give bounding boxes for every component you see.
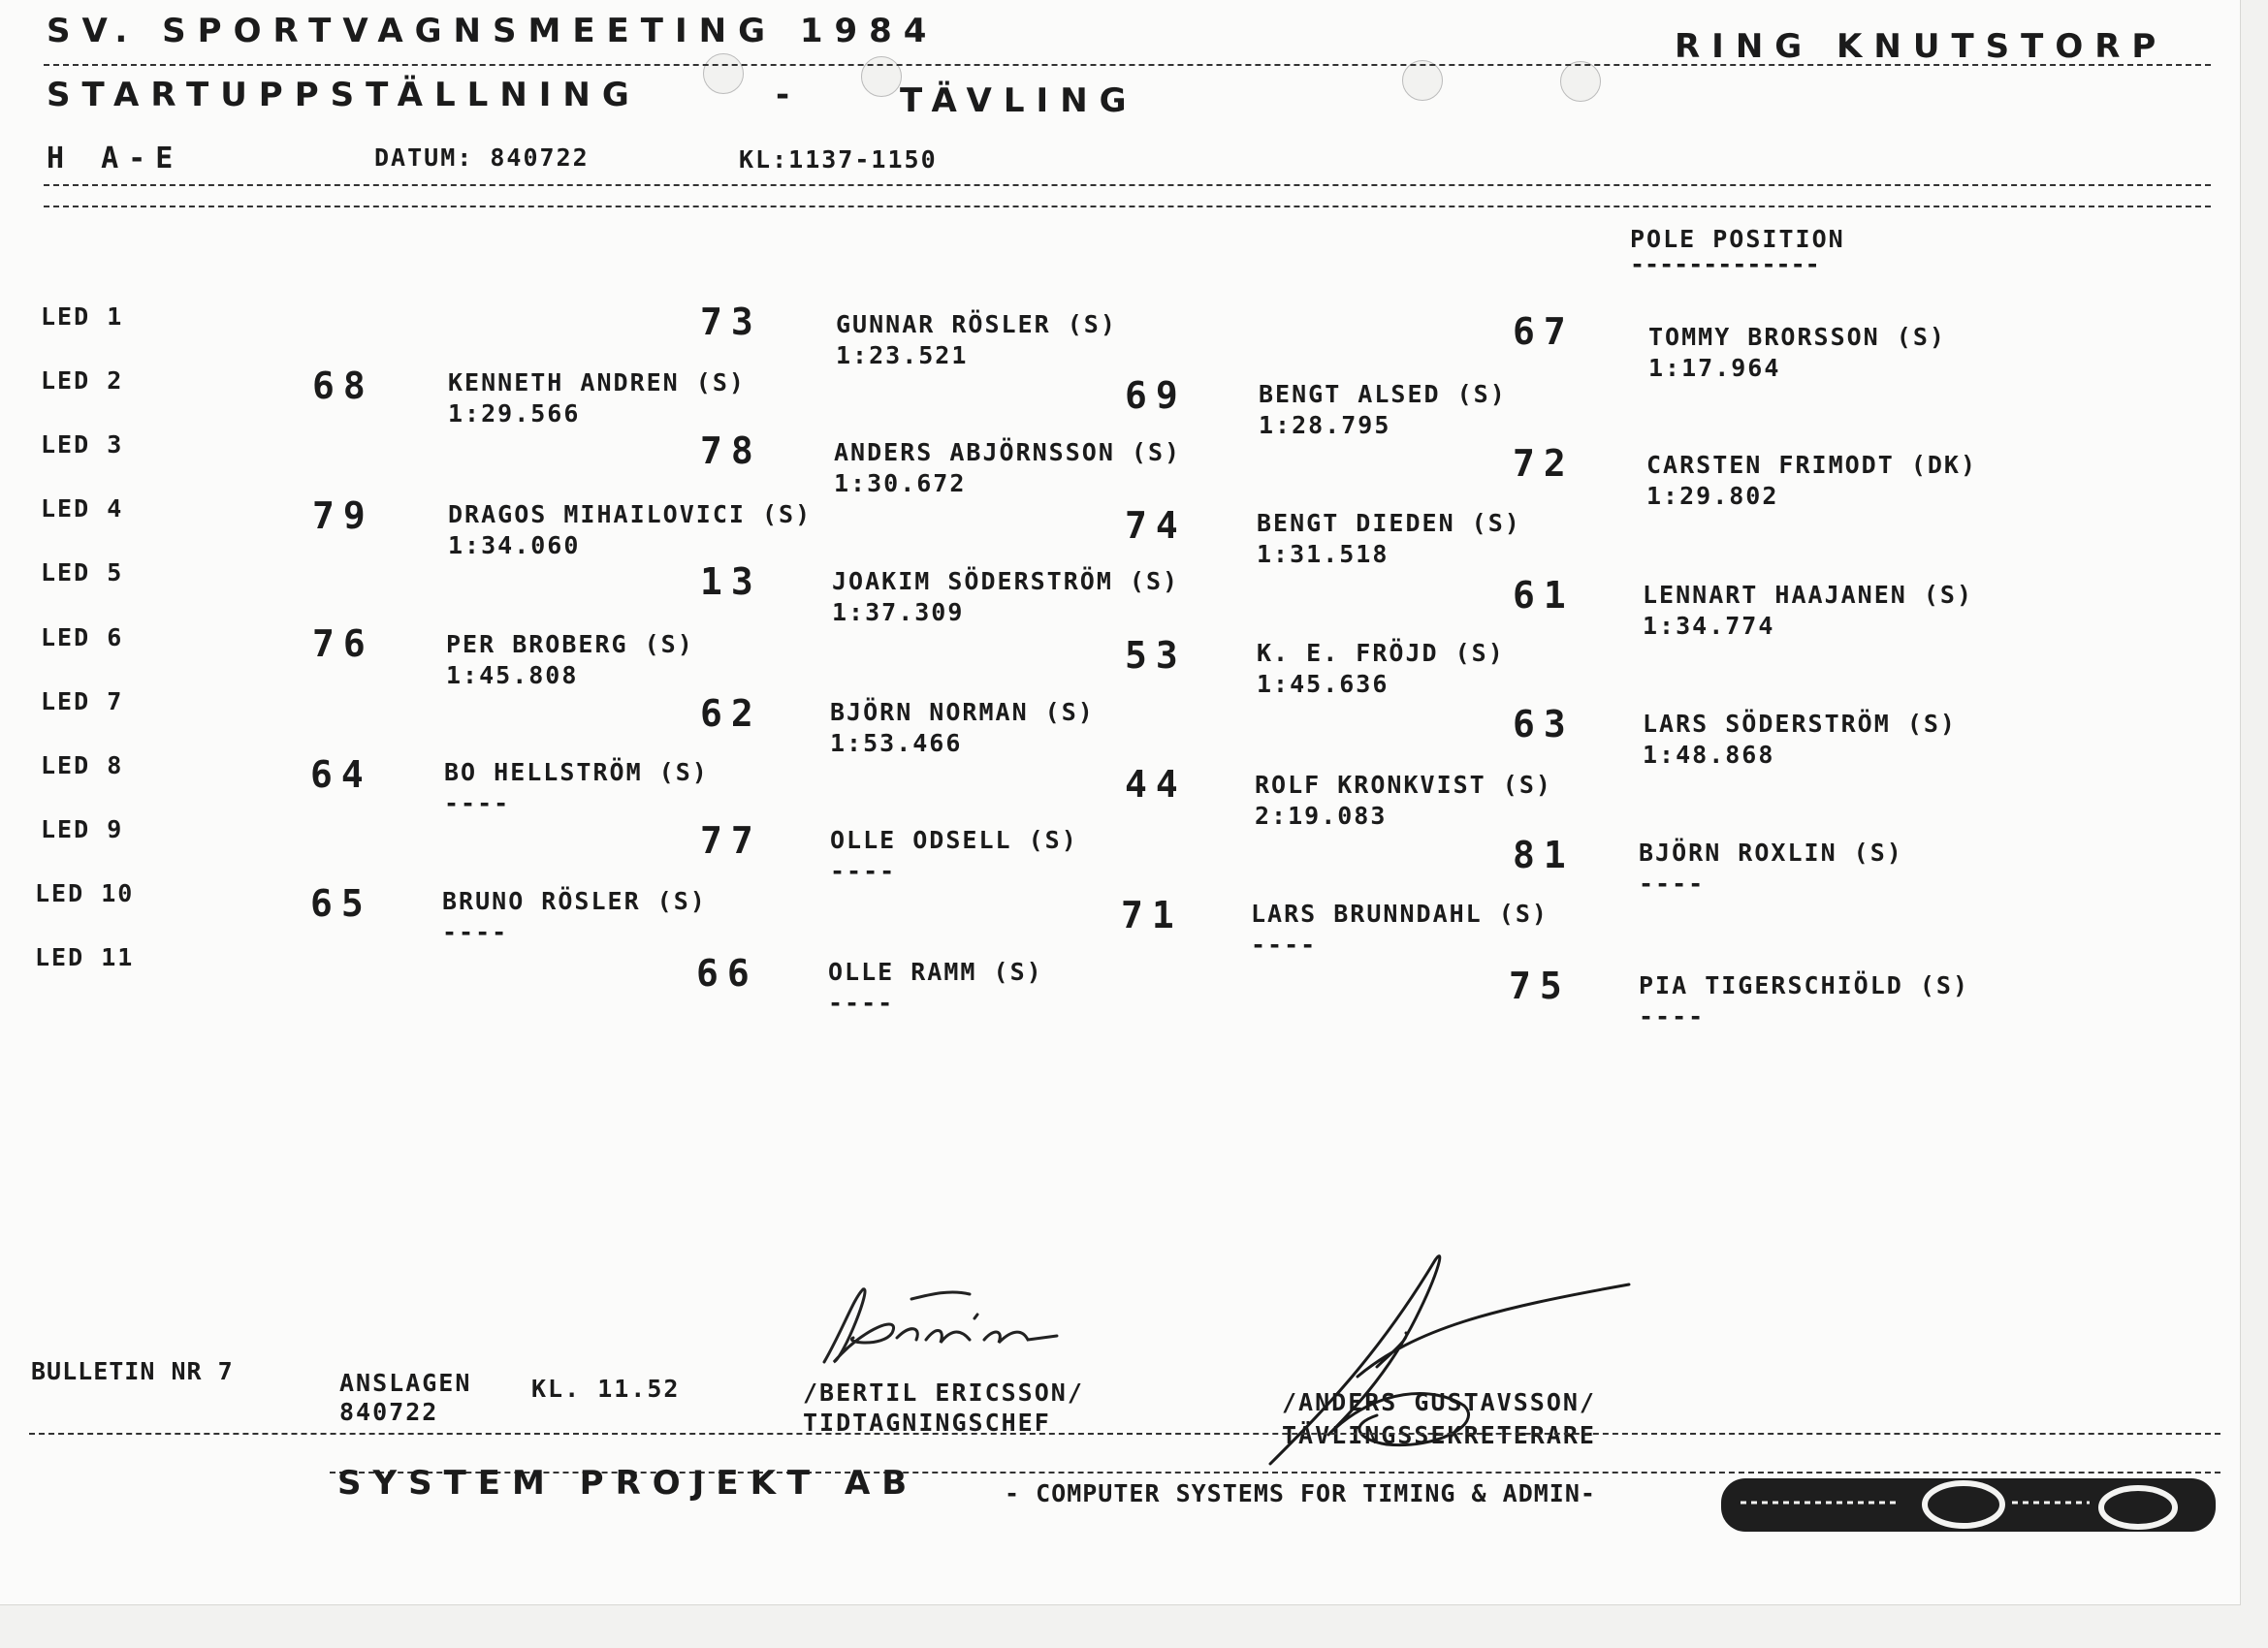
car-number: 79 <box>312 494 374 537</box>
meeting-title: SV. SPORTVAGNSMEETING 1984 <box>47 12 939 50</box>
driver-name: DRAGOS MIHAILOVICI (S) <box>448 500 813 528</box>
driver-name: ANDERS ABJÖRNSSON (S) <box>834 438 1182 466</box>
car-number: 71 <box>1121 894 1183 936</box>
lap-time: 1:28.795 <box>1259 411 1391 439</box>
car-number: 62 <box>700 692 762 735</box>
punch-hole <box>703 53 744 94</box>
lap-time: 1:30.672 <box>834 469 967 497</box>
car-number: 44 <box>1125 763 1187 806</box>
lap-time: 1:29.566 <box>448 399 581 428</box>
car-number: 67 <box>1513 310 1575 353</box>
official2-title: TÄVLINGSSEKRETERARE <box>1282 1421 1596 1449</box>
lap-time: 1:34.774 <box>1643 612 1775 640</box>
posted-label: ANSLAGEN <box>339 1369 472 1397</box>
driver-name: KENNETH ANDREN (S) <box>448 368 746 396</box>
lap-time: 1:45.636 <box>1257 670 1390 698</box>
system-projekt-logo <box>1721 1469 2216 1541</box>
grid-row-label: LED 6 <box>41 623 124 651</box>
driver-name: OLLE ODSELL (S) <box>830 826 1078 854</box>
lap-time: ---- <box>1639 870 1706 898</box>
lap-time: 1:48.868 <box>1643 741 1775 769</box>
official2-name: /ANDERS GUSTAVSSON/ <box>1282 1388 1596 1416</box>
grid-row-label: LED 3 <box>41 430 124 459</box>
grid-row-label: LED 7 <box>41 687 124 715</box>
pole-position-underline: ------------- <box>1630 250 1820 278</box>
driver-name: BENGT ALSED (S) <box>1259 380 1507 408</box>
car-number: 72 <box>1513 442 1575 485</box>
race-class: H A-E <box>47 142 183 175</box>
punch-hole <box>1402 60 1443 101</box>
grid-row-label: LED 9 <box>41 815 124 843</box>
car-number: 74 <box>1125 504 1187 547</box>
grid-row-label: LED 11 <box>35 943 135 971</box>
pole-position-label: POLE POSITION <box>1630 225 1845 253</box>
car-number: 75 <box>1509 965 1571 1007</box>
official1-name: /BERTIL ERICSSON/ <box>803 1379 1084 1407</box>
driver-name: K. E. FRÖJD (S) <box>1257 639 1505 667</box>
lap-time: ---- <box>1639 1002 1706 1030</box>
footer-divider <box>29 1433 2220 1435</box>
driver-name: ROLF KRONKVIST (S) <box>1255 771 1552 799</box>
car-number: 63 <box>1513 703 1575 745</box>
punch-hole <box>861 56 902 97</box>
lap-time: ---- <box>1251 931 1318 959</box>
grid-row-label: LED 5 <box>41 558 124 586</box>
company-name: SYSTEM PROJEKT AB <box>337 1464 919 1503</box>
lap-time: ---- <box>442 918 509 946</box>
lap-time: 1:34.060 <box>448 531 581 559</box>
car-number: 76 <box>312 622 374 665</box>
grid-row-label: LED 1 <box>41 302 124 331</box>
car-number: 68 <box>312 364 374 407</box>
venue: RING KNUTSTORP <box>1675 27 2168 66</box>
car-number: 81 <box>1513 834 1575 876</box>
company-tagline: - COMPUTER SYSTEMS FOR TIMING & ADMIN- <box>1005 1479 1596 1507</box>
car-number: 61 <box>1513 574 1575 617</box>
driver-name: GUNNAR RÖSLER (S) <box>836 310 1117 338</box>
driver-name: BRUNO RÖSLER (S) <box>442 887 707 915</box>
car-number: 64 <box>310 753 372 796</box>
lap-time: 1:29.802 <box>1646 482 1779 510</box>
divider <box>44 206 2211 207</box>
lap-time: 1:45.808 <box>446 661 579 689</box>
grid-row-label: LED 2 <box>41 366 124 395</box>
lap-time: ---- <box>830 857 897 885</box>
driver-name: LARS SÖDERSTRÖM (S) <box>1643 710 1957 738</box>
car-number: 53 <box>1125 634 1187 677</box>
lap-time: 1:23.521 <box>836 341 969 369</box>
driver-name: PIA TIGERSCHIÖLD (S) <box>1639 971 1970 999</box>
lap-time: 1:31.518 <box>1257 540 1390 568</box>
driver-name: BJÖRN ROXLIN (S) <box>1639 839 1903 867</box>
subtitle-dash: - <box>776 76 802 114</box>
posted-time: KL. 11.52 <box>531 1375 681 1403</box>
lap-time: 1:53.466 <box>830 729 963 757</box>
driver-name: OLLE RAMM (S) <box>828 958 1043 986</box>
car-number: 13 <box>700 560 762 603</box>
car-number: 69 <box>1125 374 1187 417</box>
race-time: KL:1137-1150 <box>739 145 938 174</box>
driver-name: CARSTEN FRIMODT (DK) <box>1646 451 1978 479</box>
lap-time: ---- <box>444 789 511 817</box>
driver-name: JOAKIM SÖDERSTRÖM (S) <box>832 567 1180 595</box>
event-label: TÄVLING <box>900 81 1138 120</box>
lap-time: 2:19.083 <box>1255 802 1388 830</box>
grid-row-label: LED 4 <box>41 494 124 523</box>
driver-name: TOMMY BRORSSON (S) <box>1648 323 1946 351</box>
posted-date: 840722 <box>339 1398 439 1426</box>
divider <box>44 184 2211 186</box>
car-number: 73 <box>700 301 762 343</box>
signature-bertil-ericsson <box>805 1270 1115 1377</box>
driver-name: LENNART HAAJANEN (S) <box>1643 581 1974 609</box>
driver-name: LARS BRUNNDAHL (S) <box>1251 900 1549 928</box>
race-date: DATUM: 840722 <box>374 143 590 172</box>
divider <box>44 64 2211 66</box>
lap-time: 1:17.964 <box>1648 354 1781 382</box>
driver-name: BO HELLSTRÖM (S) <box>444 758 709 786</box>
driver-name: BENGT DIEDEN (S) <box>1257 509 1521 537</box>
car-number: 65 <box>310 882 372 925</box>
car-number: 77 <box>700 819 762 862</box>
lap-time: 1:37.309 <box>832 598 965 626</box>
grid-row-label: LED 10 <box>35 879 135 907</box>
driver-name: PER BROBERG (S) <box>446 630 694 658</box>
car-number: 78 <box>700 429 762 472</box>
driver-name: BJÖRN NORMAN (S) <box>830 698 1095 726</box>
grid-row-label: LED 8 <box>41 751 124 779</box>
subtitle: STARTUPPSTÄLLNING <box>47 76 641 114</box>
car-number: 66 <box>696 952 758 995</box>
bulletin-number: BULLETIN NR 7 <box>31 1357 234 1385</box>
punch-hole <box>1560 61 1601 102</box>
lap-time: ---- <box>828 989 895 1017</box>
official1-title: TIDTAGNINGSCHEF <box>803 1409 1051 1437</box>
